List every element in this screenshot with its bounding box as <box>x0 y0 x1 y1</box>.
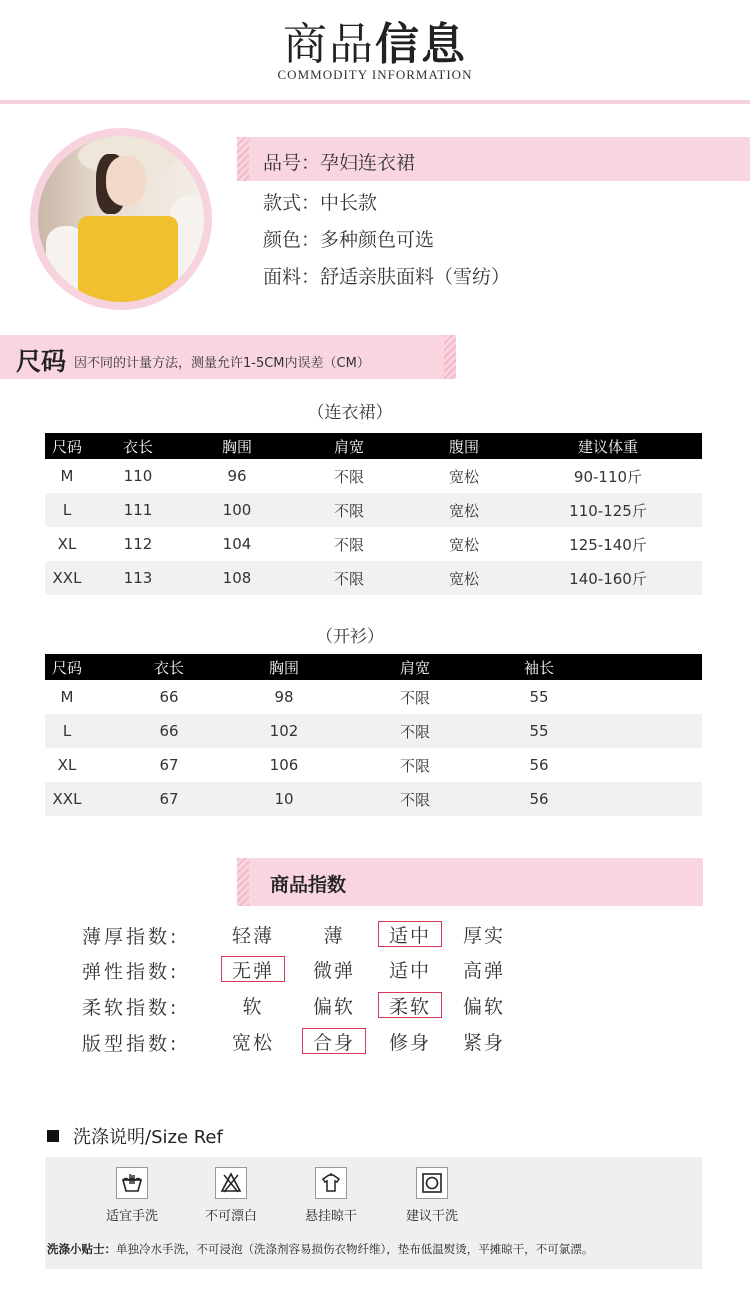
index-option-selected: 柔软 <box>378 992 442 1018</box>
table-row <box>45 748 702 782</box>
hang-dry-icon <box>315 1167 347 1199</box>
table-cell: 140-160斤 <box>569 569 647 588</box>
column-header: 尺码 <box>51 658 82 677</box>
wash-tip-label: 洗涤小贴士： <box>47 1242 116 1256</box>
dress-table-caption: （连衣裙） <box>307 403 393 423</box>
table-cell: 96 <box>227 467 247 485</box>
product-photo <box>38 136 204 302</box>
table-row <box>45 561 702 595</box>
info-style: 款式：中长款 <box>263 192 378 214</box>
info-fabric: 面料：舒适亲肤面料（雪纺） <box>263 266 511 288</box>
index-option: 偏软 <box>312 995 355 1018</box>
wash-item-no-bleach <box>186 1167 276 1224</box>
index-option: 紧身 <box>462 1031 505 1054</box>
table-cell: 宽松 <box>448 535 479 554</box>
table-cell: 67 <box>159 756 179 774</box>
column-header: 胸围 <box>268 658 299 677</box>
table-row <box>45 680 702 714</box>
cardigan-size-table <box>45 654 702 816</box>
no-bleach-icon <box>215 1167 247 1199</box>
wash-heading <box>47 1123 223 1149</box>
wash-item-dry-clean <box>387 1167 477 1224</box>
wash-item-hand-wash <box>87 1167 177 1224</box>
table-cell: XXL <box>52 569 82 587</box>
dry-clean-icon <box>416 1167 448 1199</box>
table-cell: 56 <box>529 790 549 808</box>
table-cell: 113 <box>123 569 153 587</box>
table-cell: 98 <box>274 688 294 706</box>
table-cell: M <box>60 688 74 706</box>
wash-label: 适宜手洗 <box>105 1209 158 1224</box>
table-row <box>45 459 702 493</box>
index-option: 厚实 <box>462 924 505 947</box>
table-cell: 10 <box>274 790 294 808</box>
wash-label: 不可漂白 <box>204 1209 257 1224</box>
index-option: 微弹 <box>312 959 355 982</box>
table-cell: 67 <box>159 790 179 808</box>
column-header: 衣长 <box>153 658 184 677</box>
bullet-square-icon <box>47 1130 59 1142</box>
table-cell: L <box>62 722 72 740</box>
table-row <box>45 714 702 748</box>
table-row <box>45 493 702 527</box>
column-header: 腹围 <box>448 437 479 456</box>
index-label: 柔软指数: <box>82 997 180 1019</box>
column-header: 尺码 <box>51 437 82 456</box>
table-cell: 宽松 <box>448 467 479 486</box>
index-option-selected: 无弹 <box>221 956 285 982</box>
index-option: 偏软 <box>462 995 505 1018</box>
table-cell: 不限 <box>333 535 364 554</box>
header-divider <box>0 100 750 104</box>
table-cell: 106 <box>269 756 299 774</box>
table-cell: XXL <box>52 790 82 808</box>
size-title: 尺码 <box>16 347 67 376</box>
info-item-number: 品号：孕妇连衣裙 <box>263 152 416 174</box>
column-header: 胸围 <box>221 437 252 456</box>
wash-tip-text: 单独冷水手洗，不可浸泡（洗涤剂容易损伤衣物纤维），垫布低温熨烫，平摊晾干，不可氯漂。 <box>116 1242 594 1256</box>
wash-item-hang-dry <box>286 1167 376 1224</box>
table-cell: 不限 <box>333 501 364 520</box>
index-label: 版型指数: <box>82 1033 180 1055</box>
hand-wash-icon <box>116 1167 148 1199</box>
table-cell: 不限 <box>399 756 430 775</box>
table-cell: 102 <box>269 722 299 740</box>
index-option: 薄 <box>323 924 345 947</box>
index-option: 适中 <box>388 959 431 982</box>
column-header: 建议体重 <box>577 437 638 456</box>
table-cell: 宽松 <box>448 569 479 588</box>
table-cell: 90-110斤 <box>573 467 643 486</box>
table-row <box>45 782 702 816</box>
table-cell: L <box>62 501 72 519</box>
table-cell: 不限 <box>399 722 430 741</box>
table-cell: 66 <box>159 688 179 706</box>
table-header-row <box>45 433 702 459</box>
index-option: 轻薄 <box>231 924 274 947</box>
index-option: 高弹 <box>462 959 505 982</box>
table-cell: 104 <box>222 535 252 553</box>
column-header: 肩宽 <box>399 658 430 677</box>
title-bold: 信息 <box>375 19 467 70</box>
table-cell: 108 <box>222 569 252 587</box>
wash-tip <box>47 1241 593 1257</box>
table-cell: 111 <box>123 501 153 519</box>
index-title: 商品指数 <box>270 874 347 896</box>
index-option: 修身 <box>388 1031 431 1054</box>
index-option: 宽松 <box>231 1031 274 1054</box>
table-cell: 125-140斤 <box>569 535 647 554</box>
table-cell: M <box>60 467 74 485</box>
index-label: 薄厚指数: <box>82 926 180 948</box>
table-cell: 110-125斤 <box>569 501 647 520</box>
table-cell: 不限 <box>333 467 364 486</box>
table-cell: 112 <box>123 535 153 553</box>
table-cell: 55 <box>529 688 549 706</box>
table-cell: 100 <box>222 501 252 519</box>
table-cell: 宽松 <box>448 501 479 520</box>
wash-heading-text: 洗涤说明/Size Ref <box>73 1127 223 1148</box>
wash-label: 悬挂晾干 <box>304 1209 357 1224</box>
info-color: 颜色：多种颜色可选 <box>263 229 435 251</box>
table-cell: 不限 <box>399 790 430 809</box>
table-cell: 不限 <box>399 688 430 707</box>
table-cell: XL <box>57 535 77 553</box>
page-subtitle: COMMODITY INFORMATION <box>277 67 473 82</box>
table-cell: 66 <box>159 722 179 740</box>
table-header-row <box>45 654 702 680</box>
table-cell: 55 <box>529 722 549 740</box>
cardigan-table-caption: （开衫） <box>316 627 384 647</box>
column-header: 肩宽 <box>333 437 364 456</box>
index-label: 弹性指数: <box>82 961 180 983</box>
table-cell: 不限 <box>333 569 364 588</box>
size-note: 因不同的计量方法，测量允许1-5CM内误差（CM） <box>74 356 370 371</box>
dress-size-table <box>45 433 702 595</box>
page-header <box>0 0 750 110</box>
title-light: 商品 <box>283 19 375 70</box>
index-option: 软 <box>242 995 264 1018</box>
table-cell: 110 <box>123 467 153 485</box>
column-header: 袖长 <box>523 658 554 677</box>
column-header: 衣长 <box>122 437 153 456</box>
index-option-selected: 合身 <box>302 1028 366 1054</box>
page-title <box>0 8 750 72</box>
index-option-selected: 适中 <box>378 921 442 947</box>
table-row <box>45 527 702 561</box>
table-cell: 56 <box>529 756 549 774</box>
wash-label: 建议干洗 <box>405 1209 458 1224</box>
table-cell: XL <box>57 756 77 774</box>
